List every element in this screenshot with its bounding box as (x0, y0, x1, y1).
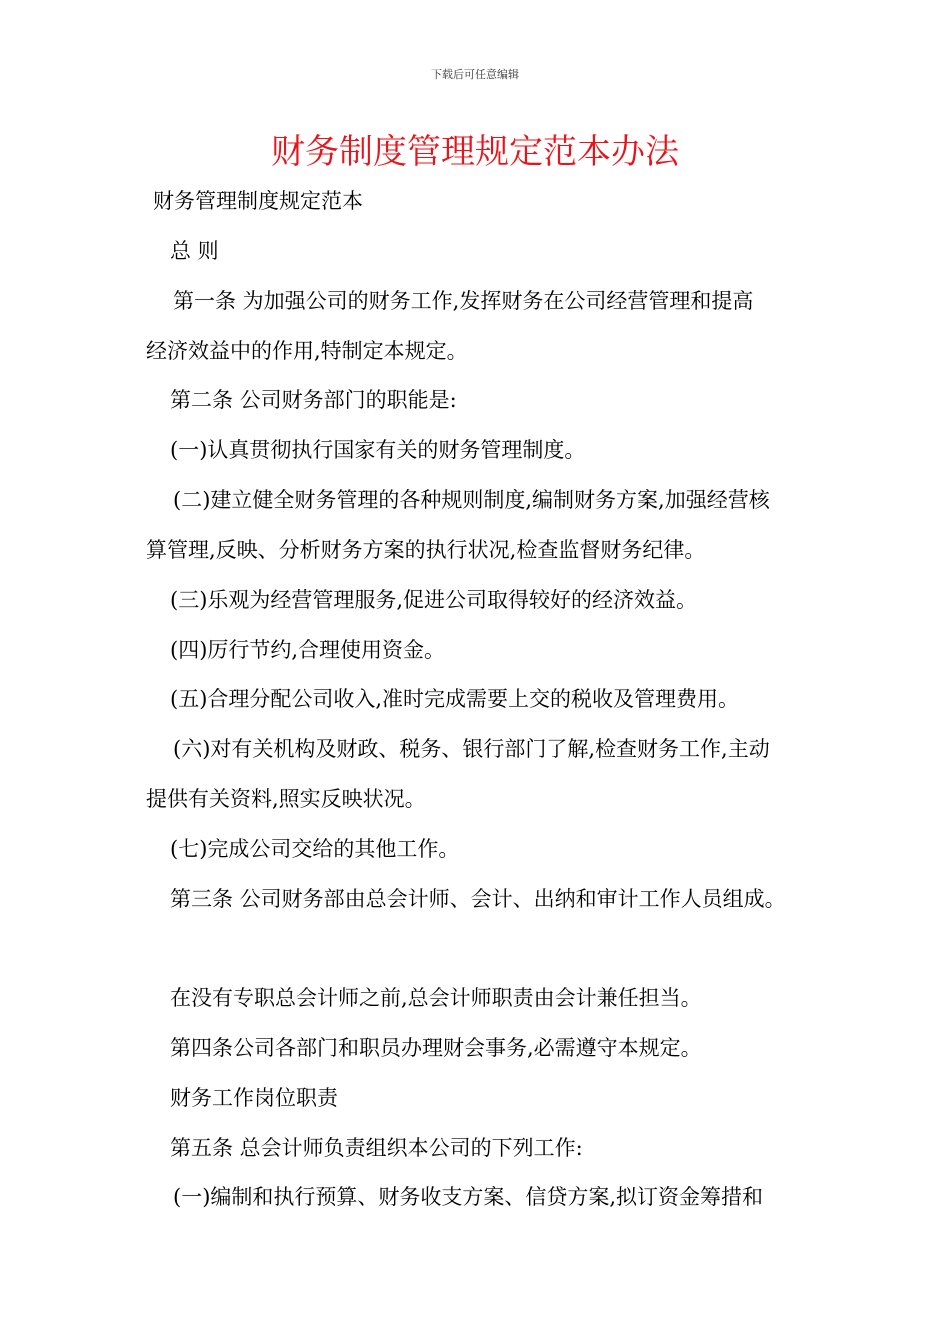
section-heading: 总 则 (170, 239, 219, 263)
subtitle-line: 财务管理制度规定范本 (153, 189, 363, 213)
article-5-item-1-line-1: (一)编制和执行预算、财务收支方案、信贷方案,拟订资金筹措和 (173, 1185, 764, 1209)
article-3-note: 在没有专职总会计师之前,总会计师职责由会计兼任担当。 (170, 986, 702, 1010)
article-2-item-4: (四)厉行节约,合理使用资金。 (170, 638, 446, 662)
article-2-item-5: (五)合理分配公司收入,准时完成需要上交的税收及管理费用。 (170, 687, 740, 711)
article-5-line: 第五条 总会计师负责组织本公司的下列工作: (170, 1136, 583, 1160)
document-title: 财务制度管理规定范本办法 (271, 132, 679, 172)
article-4-line: 第四条公司各部门和职员办理财会事务,必需遵守本规定。 (170, 1036, 702, 1060)
article-2-line: 第二条 公司财务部门的职能是: (170, 388, 457, 412)
article-2-item-6-line-1: (六)对有关机构及财政、税务、银行部门了解,检查财务工作,主动 (173, 737, 770, 761)
header-note: 下载后可任意编辑 (431, 68, 519, 81)
article-2-item-2-line-2: 算管理,反映、分析财务方案的执行状况,检查监督财务纪律。 (146, 538, 706, 562)
article-2-item-1: (一)认真贯彻执行国家有关的财务管理制度。 (170, 438, 586, 462)
article-3-line: 第三条 公司财务部由总会计师、会计、出纳和审计工作人员组成。 (170, 887, 786, 911)
section-heading-duties: 财务工作岗位职责 (170, 1086, 338, 1110)
article-2-item-7: (七)完成公司交给的其他工作。 (170, 837, 460, 861)
article-2-item-6-line-2: 提供有关资料,照实反映状况。 (146, 787, 426, 811)
article-1-line-1: 第一条 为加强公司的财务工作,发挥财务在公司经营管理和提高 (173, 289, 754, 313)
article-2-item-3: (三)乐观为经营管理服务,促进公司取得较好的经济效益。 (170, 588, 698, 612)
article-1-line-2: 经济效益中的作用,特制定本规定。 (146, 339, 468, 363)
article-2-item-2-line-1: (二)建立健全财务管理的各种规则制度,编制财务方案,加强经营核 (173, 488, 770, 512)
